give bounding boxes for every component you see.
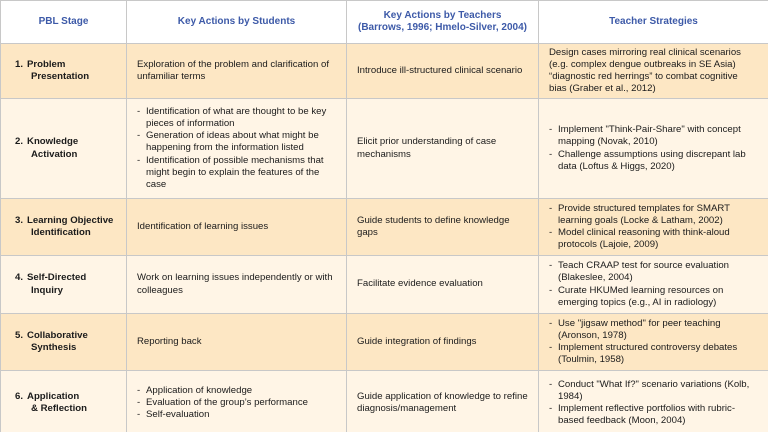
students-cell: Reporting back: [127, 314, 347, 371]
list-item: - Implement "Think-Pair-Share" with concept mapping (Novak, 2010): [549, 124, 758, 148]
list-item: - Curate HKUMed learning resources on emerging topics (e.g., AI in radiology): [549, 285, 758, 309]
stage-title-line1: Application: [27, 390, 80, 402]
list-item: - Identification of what are thought to be key pieces of information: [137, 106, 336, 130]
table-row-application-reflection: [1, 371, 768, 432]
table-row-knowledge-activation: [1, 99, 768, 199]
students-cell: [127, 371, 347, 432]
strategies-cell: Design cases mirroring real clinical scenarios (e.g. complex dengue outbreaks in SE Asia) “diagnostic red herrings” to combat cognitive bias (Graber et al., 2012): [539, 44, 768, 99]
header-teachers-citation: (Barrows, 1996; Hmelo-Silver, 2004): [358, 22, 527, 33]
stage-number: 4.: [15, 272, 24, 284]
stage-cell: [1, 314, 127, 371]
stage-cell: [1, 44, 127, 99]
students-cell: Work on learning issues independently or with colleagues: [127, 256, 347, 314]
stage-title-line2: Identification: [31, 227, 91, 238]
stage-title-line2: Activation: [31, 148, 78, 160]
header-students: Key Actions by Students: [127, 1, 347, 44]
header-row: [1, 1, 768, 44]
table-row-self-directed-inquiry: [1, 256, 768, 314]
stage-cell: [1, 199, 127, 256]
header-teachers-title: Key Actions by Teachers: [383, 9, 502, 21]
header-teachers: [347, 1, 539, 44]
strategies-list: [549, 379, 758, 428]
strategies-list: [549, 260, 758, 309]
strategies-cell: [539, 199, 768, 256]
teachers-cell: Introduce ill-structured clinical scenario: [347, 44, 539, 99]
strategies-list: [549, 124, 758, 173]
header-strategies: Teacher Strategies: [539, 1, 768, 44]
stage-title-line2: Synthesis: [31, 342, 77, 353]
list-item: - Implement reflective portfolios with rubric-based feedback (Moon, 2004): [549, 403, 758, 427]
list-item: - Conduct "What If?" scenario variations (Kolb, 1984): [549, 379, 758, 403]
students-list: [137, 385, 336, 422]
stage-cell: [1, 256, 127, 314]
strategies-list: [549, 203, 758, 252]
teachers-cell: Facilitate evidence evaluation: [347, 256, 539, 314]
list-item: - Challenge assumptions using discrepant lab data (Loftus & Higgs, 2020): [549, 149, 758, 173]
teachers-cell: Guide students to define knowledge gaps: [347, 199, 539, 256]
list-item: - Generation of ideas about what might be happening from the information listed: [137, 130, 336, 154]
strategies-cell: [539, 371, 768, 432]
stage-title-line1: Knowledge: [27, 136, 79, 148]
list-item: - Evaluation of the group’s performance: [137, 397, 336, 409]
strategies-cell: [539, 256, 768, 314]
students-cell: Identification of learning issues: [127, 199, 347, 256]
strategies-cell: [539, 314, 768, 371]
students-list: [137, 106, 336, 191]
stage-title-line1: Collaborative: [27, 329, 88, 341]
list-item: - Implement structured controversy debates (Toulmin, 1958): [549, 342, 758, 366]
students-cell: Exploration of the problem and clarification of unfamiliar terms: [127, 44, 347, 99]
stage-title-line2: Presentation: [31, 71, 90, 82]
strategies-cell: [539, 99, 768, 199]
list-item: - Teach CRAAP test for source evaluation (Blakeslee, 2004): [549, 260, 758, 284]
table-row-problem-presentation: [1, 44, 768, 99]
header-pbl-stage: PBL Stage: [1, 1, 127, 44]
teachers-cell: Elicit prior understanding of case mechanisms: [347, 99, 539, 199]
stage-number: 1.: [15, 58, 24, 70]
stage-title-line1: Learning Objective: [27, 214, 114, 226]
list-item: - Self-evaluation: [137, 409, 336, 421]
stage-title-line1: Problem: [27, 58, 66, 70]
list-item: - Provide structured templates for SMART learning goals (Locke & Latham, 2002): [549, 203, 758, 227]
stage-cell: [1, 371, 127, 432]
list-item: - Identification of possible mechanisms that might begin to explain the features of the case: [137, 155, 336, 192]
stage-number: 5.: [15, 329, 24, 341]
teachers-cell: Guide application of knowledge to refine diagnosis/management: [347, 371, 539, 432]
stage-number: 6.: [15, 390, 24, 402]
table-row-learning-objective: [1, 199, 768, 256]
table-row-collaborative-synthesis: [1, 314, 768, 371]
list-item: - Application of knowledge: [137, 385, 336, 397]
stage-number: 2.: [15, 136, 24, 148]
stage-title-line2: Inquiry: [31, 284, 63, 296]
students-cell: [127, 99, 347, 199]
stage-cell: [1, 99, 127, 199]
teachers-cell: Guide integration of findings: [347, 314, 539, 371]
list-item: - Model clinical reasoning with think-aloud protocols (Lajoie, 2009): [549, 227, 758, 251]
stage-number: 3.: [15, 214, 24, 226]
list-item: - Use "jigsaw method" for peer teaching (Aronson, 1978): [549, 318, 758, 342]
stage-title-line2: & Reflection: [31, 403, 87, 414]
strategies-list: [549, 318, 758, 367]
stage-title-line1: Self-Directed: [27, 272, 87, 284]
